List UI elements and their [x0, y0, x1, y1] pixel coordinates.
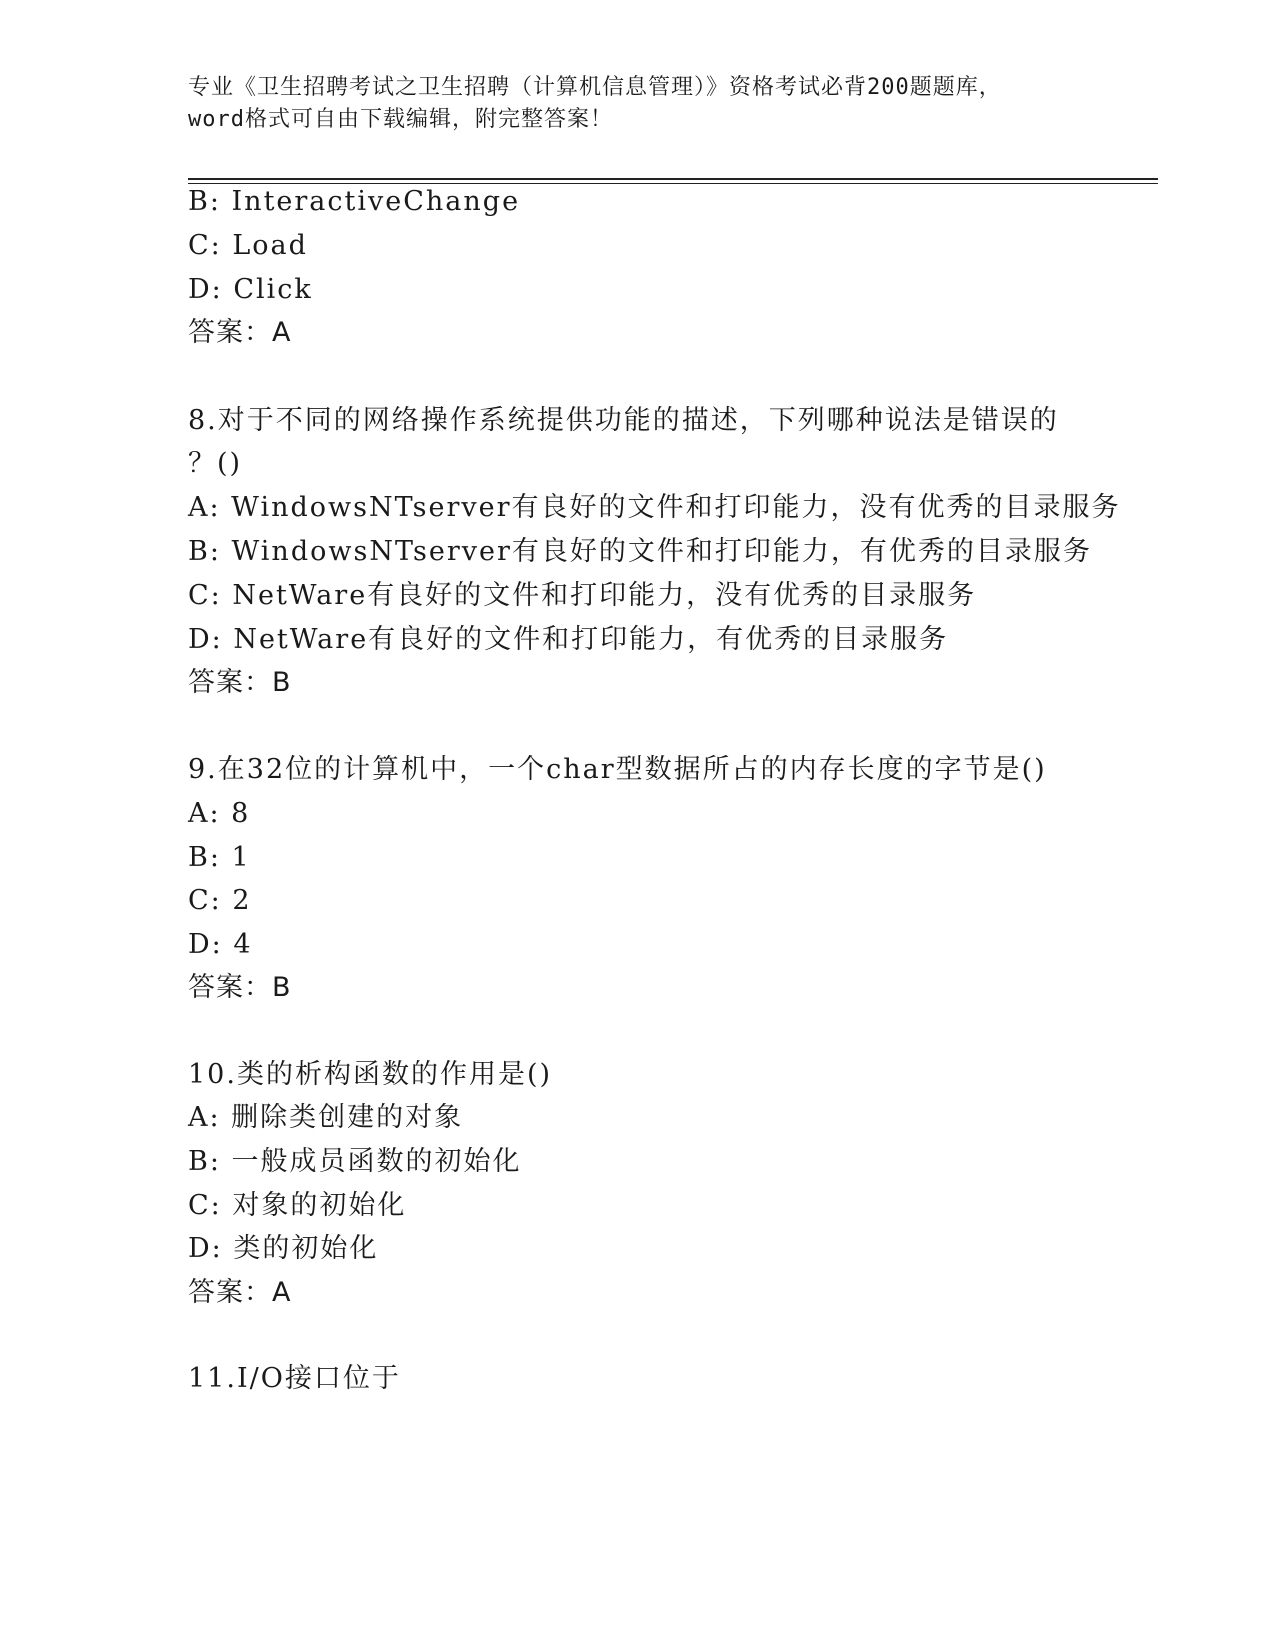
- q10-option-a: A: 删除类创建的对象: [188, 1102, 464, 1133]
- q9-option-b: B: 1: [188, 842, 251, 873]
- header-divider-thin: [188, 183, 1158, 184]
- q11-question: 11.I/O接口位于: [188, 1363, 401, 1394]
- q7-option-d: D: Click: [188, 274, 313, 305]
- q10-answer: 答案：A: [188, 1277, 292, 1308]
- q9-answer: 答案：B: [188, 972, 292, 1003]
- q7-option-b: B: InteractiveChange: [188, 186, 521, 217]
- q10-option-d: D: 类的初始化: [188, 1233, 379, 1264]
- header-title-line-1: 专业《卫生招聘考试之卫生招聘（计算机信息管理）》资格考试必背200题题库，: [188, 75, 1002, 100]
- q8-option-a: A: WindowsNTserver有良好的文件和打印能力，没有优秀的目录服务: [188, 492, 1121, 523]
- q9-option-d: D: 4: [188, 929, 253, 960]
- q8-option-b: B: WindowsNTserver有良好的文件和打印能力，有优秀的目录服务: [188, 536, 1092, 567]
- q9-option-c: C: 2: [188, 885, 252, 916]
- q8-question-line-2: ？(): [188, 448, 243, 479]
- q8-option-c: C: NetWare有良好的文件和打印能力，没有优秀的目录服务: [188, 580, 977, 611]
- q8-option-d: D: NetWare有良好的文件和打印能力，有优秀的目录服务: [188, 624, 949, 655]
- header-divider-thick: [188, 178, 1158, 180]
- q7-option-c: C: Load: [188, 230, 308, 261]
- header-title-line-2: word格式可自由下载编辑，附完整答案！: [188, 107, 613, 132]
- q9-option-a: A: 8: [188, 798, 251, 829]
- q10-option-b: B: 一般成员函数的初始化: [188, 1146, 522, 1177]
- q7-answer: 答案：A: [188, 317, 292, 348]
- q10-option-c: C: 对象的初始化: [188, 1190, 407, 1221]
- q8-answer: 答案：B: [188, 667, 292, 698]
- q10-question: 10.类的析构函数的作用是(): [188, 1059, 553, 1090]
- q9-question: 9.在32位的计算机中，一个char型数据所占的内存长度的字节是(): [188, 754, 1047, 785]
- document-header: [188, 72, 1088, 136]
- q8-question-line-1: 8.对于不同的网络操作系统提供功能的描述，下列哪种说法是错误的: [188, 405, 1059, 436]
